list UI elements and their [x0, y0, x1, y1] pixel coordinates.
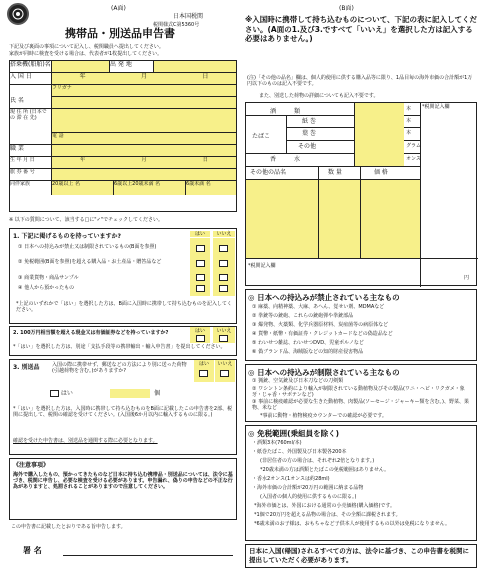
- tobacco-label: たばこ: [252, 133, 271, 140]
- departure-field[interactable]: [154, 61, 236, 73]
- question-3-block: [9, 359, 237, 455]
- liquor-qty-field[interactable]: [354, 103, 404, 115]
- no-header: いいえ: [213, 231, 235, 237]
- prohibited-title: ◎ 日本への持込みが禁止されている主なもの: [248, 293, 400, 302]
- question-1: 1. 下記に掲げるものを持っていますか?: [13, 233, 122, 240]
- q1-item-3-no-checkbox[interactable]: [219, 274, 228, 281]
- duty-item-9: *1個で20万円を超える品物の場合は、その全額に課税されます。: [254, 512, 401, 518]
- prohibited-item-1: ① 麻薬、向精神薬、大麻、あへん、覚せい剤、MDMAなど: [252, 304, 385, 310]
- passport-field[interactable]: [52, 169, 236, 181]
- q1-item-2: ② 免税範囲(B面を参照)を超える購入品・お土産品・贈答品など: [18, 259, 162, 265]
- other-tobacco-qty-field[interactable]: [354, 140, 404, 153]
- customs-emblem-icon: [7, 3, 29, 25]
- prohibited-block: [245, 289, 477, 361]
- prohibited-item-3: ③ 爆発物、火薬類、化学兵器原材料、炭疽菌等の病原体など: [252, 322, 389, 328]
- q3-note-2: 確認を受けた申告書は、別送品を通関する際に必要となります。: [13, 438, 158, 444]
- q3-no-label: いいえ: [217, 361, 233, 367]
- furigana-field[interactable]: フリガナ: [52, 85, 236, 97]
- prohibited-item-4: ④ 貨幣・紙幣・有価証券・クレジットカードなどの偽造品など: [252, 331, 393, 337]
- family-label: 同伴家族: [10, 181, 52, 195]
- official-column-header: *税関記入欄: [422, 104, 450, 110]
- q3-no-checkbox[interactable]: [220, 370, 229, 377]
- name-field[interactable]: [52, 97, 236, 109]
- flight-field[interactable]: [52, 61, 110, 73]
- notice-block: [9, 458, 237, 520]
- q2-no-checkbox[interactable]: [219, 335, 228, 342]
- q1-item-3: ③ 商業貨物・商品サンプル: [18, 275, 79, 281]
- address-field[interactable]: [52, 109, 236, 133]
- phone-field[interactable]: 電 話: [52, 133, 236, 145]
- goods-table: [245, 102, 477, 286]
- side-a-label: (A面): [111, 5, 126, 12]
- q1-item-4-yes-checkbox[interactable]: [196, 285, 205, 292]
- yen-unit: 円: [464, 275, 470, 281]
- cigarettes-unit: 本: [406, 118, 412, 124]
- job-label: 職 業: [10, 145, 52, 157]
- q2-note: *「はい」を選択した方は、別途「支払手段等の携帯輸出・輸入申告書」を提出してください。: [13, 344, 226, 350]
- restricted-title: ◎ 日本への持込みが制限されている主なもの: [248, 368, 400, 377]
- entry-date-field[interactable]: 年 月 日: [52, 73, 236, 85]
- q1-item-4: ④ 他人から預かったもの: [18, 285, 75, 291]
- check-note: ※ 以下の質問について、該当する□に"✓"でチェックしてください。: [9, 217, 163, 223]
- question-2-block: [9, 326, 237, 356]
- yes-header: はい: [190, 231, 210, 237]
- footer-notice: 日本に入国(帰国)されるすべての方は、法令に基づき、この申告書を税関に提出していただく必要があります。: [245, 544, 477, 568]
- duty-item-1: ・酒類3本(760ml/本): [252, 440, 302, 446]
- q3-yes-checkbox[interactable]: [199, 370, 208, 377]
- birth-field[interactable]: 年 月 日: [52, 157, 236, 169]
- quantity-header: 数 量: [328, 169, 342, 176]
- q1-item-2-yes-checkbox[interactable]: [196, 260, 205, 267]
- price-header: 価 格: [374, 169, 388, 176]
- q3-yes-label: はい: [198, 361, 209, 367]
- intro-2: 家族が同時に検査を受ける場合は、代表者が1枚提出してください。: [9, 51, 163, 57]
- prohibited-item-6: ⑥ 偽ブランド品、海賊版などの知的財産侵害物品: [252, 349, 364, 355]
- question-3: 3. 別送品: [13, 364, 40, 371]
- address-label: 現 住 所 (日本での 滞 在 先): [10, 109, 52, 145]
- perfume-qty-field[interactable]: [354, 153, 404, 166]
- duty-free-block: [245, 425, 477, 541]
- departure-label: 出 発 地: [110, 61, 154, 73]
- q1-item-3-yes-checkbox[interactable]: [196, 274, 205, 281]
- cigarettes-label: 紙 巻: [302, 118, 316, 125]
- other-tobacco-label: その他: [298, 143, 317, 150]
- signature-label: 署 名: [23, 546, 42, 555]
- traveler-info-form: [9, 60, 237, 212]
- q1-note: *上記のいずれかで「はい」を選択した方は、B面に入国時に携帯して持ち込むものを記入してください。: [16, 301, 232, 313]
- q1-item-4-no-checkbox[interactable]: [219, 285, 228, 292]
- side-b: [243, 3, 479, 568]
- entry-label: 入 国 日: [10, 73, 52, 85]
- q2-yes-checkbox[interactable]: [196, 335, 205, 342]
- restricted-item-1: ① 猟銃、空気銃及び日本刀などの刀剣類: [252, 378, 344, 384]
- restricted-item-3: ③ 事前に検疫確認が必要な生きた動植物、肉製品(ソーセージ・ジャーキー類を含む。)、野菜、果物、米など: [252, 399, 469, 411]
- other-items-input-area[interactable]: [246, 180, 420, 258]
- side-b-note-1: (注)「その他の品名」欄は、個人的使用に供する購入品等に限り、1品目毎の海外市価の合計額が1万円以下のものは記入不要です。: [247, 75, 473, 87]
- question-1-block: [9, 228, 237, 324]
- q3-description: 入国の際に携帯せず、郵送などの方法により別に送った荷物(引越荷物を含む。)がありますか?: [52, 362, 187, 374]
- duty-item-3: (非居住者の方の場合は、それぞれ2倍となります。): [260, 458, 375, 464]
- perfume-label: 香 水: [270, 156, 301, 163]
- prohibited-item-2: ② 拳銃等の銃砲、これらの銃砲弾や拳銃部品: [252, 313, 354, 319]
- passport-label: 旅 券 番 号: [10, 169, 52, 181]
- official-input-label: *税関記入欄: [248, 263, 276, 269]
- liquor-unit: 本: [406, 106, 412, 112]
- family-adults[interactable]: 20歳以上 名: [52, 181, 114, 195]
- page-title: 携帯品・別送品申告書: [65, 27, 175, 40]
- name-label: 氏 名: [10, 97, 52, 109]
- declaration-text: この申告書に記載したとおりである旨申告します。: [11, 524, 126, 530]
- cigarettes-qty-field[interactable]: [354, 115, 404, 127]
- family-children[interactable]: 6歳以上20歳未満 名: [114, 181, 186, 195]
- question-2: 2. 100万円相当額を超える現金又は有価証券などを持っていますか?: [13, 330, 169, 336]
- family-infants[interactable]: 6歳未満 名: [186, 181, 236, 195]
- duty-item-8: *海外市価とは、外国における通常の小売価格(購入価格)です。: [254, 503, 396, 509]
- prohibited-item-5: ⑤ わいせつ雑誌、わいせつDVD、児童ポルノなど: [252, 340, 364, 346]
- side-b-note-2: また、別送した荷物の詳細についても記入不要です。: [259, 93, 379, 99]
- restricted-item-2: ② ワシントン条約により輸入が制限されている動植物及びその製品(ワニ・ヘビ・リクガメ・象牙・じゃ香・サボテンなど): [252, 386, 465, 398]
- duty-item-2: ・紙巻たばこ、外国製及び日本製各200本: [252, 449, 347, 455]
- form-number: 税関様式C第5360号: [153, 22, 200, 28]
- duty-item-6: ・海外市価の合計額が20万円の範囲に納まる品物: [252, 485, 364, 491]
- q3-count-unit: 個: [154, 390, 161, 397]
- cigars-unit: 本: [406, 130, 412, 136]
- job-field[interactable]: [52, 145, 236, 157]
- q3-note-1: *「はい」を選択した方は、入国時に携帯して持ち込むものをB面に記載したこの申告書を2部、税関に提出して、税関の確認を受けてください。(入国後6か月以内に輸入するものに限る。): [13, 406, 233, 418]
- q2-yes-label: はい: [194, 328, 205, 334]
- q3-count-field[interactable]: [110, 389, 150, 398]
- duty-item-7: (入国者の個人的使用に供するものに限る。): [260, 494, 357, 500]
- q1-item-1-no-checkbox[interactable]: [219, 245, 228, 252]
- birth-label: 生 年 月 日: [10, 157, 52, 169]
- restricted-item-4: *事前に動物・植物検疫カウンターでの確認が必要です。: [260, 413, 387, 419]
- side-b-label: (B面): [339, 5, 354, 12]
- q2-no-label: いいえ: [216, 328, 232, 334]
- org-name: 日本国税関: [173, 13, 204, 20]
- perfume-unit: オンス: [406, 156, 421, 162]
- notice-title: 《注意事項》: [13, 462, 50, 469]
- duty-item-4: *20歳未満の方は酒類とたばこの免税範囲はありません。: [260, 467, 390, 473]
- notice-body: 海外で購入したもの、預かってきたものなど日本に持ち込む携帯品・別送品については、法令に基づき、税関に申告し、必要な検査を受ける必要があります。申告漏れ、偽りの申告などの不正な行為がありますと、処罰されることがありますので注意してください。: [13, 472, 233, 490]
- cigars-qty-field[interactable]: [354, 127, 404, 140]
- restricted-block: [245, 364, 477, 422]
- flight-label: 搭乗機(船舶)名: [10, 61, 52, 73]
- duty-item-5: ・香水2オンス(1オンスは約28ml): [252, 476, 330, 482]
- duty-free-title: ◎ 免税範囲(乗組員を除く): [248, 429, 340, 438]
- side-b-title: ※入国時に携帯して持ち込むものについて、下記の表に記入してください。(A面の1.及び3.ですべて「いいえ」を選択した方は記入する必要はありません。): [245, 15, 477, 43]
- other-items-header: その他の品名: [250, 169, 287, 176]
- side-a: [3, 3, 239, 568]
- q1-item-1: ① 日本への持込みが禁止又は制限されているもの(B面を参照): [18, 244, 157, 250]
- duty-item-10: *6歳未満のお子様は、おもちゃなど子供本人が使用するもの以外は免税になりません。: [254, 521, 450, 527]
- signature-field[interactable]: [63, 555, 233, 556]
- liquor-label: 酒 類: [270, 108, 301, 115]
- cigars-label: 葉 巻: [302, 130, 316, 137]
- intro-1: 下記及び裏面の事項について記入し、税関職員へ提出してください。: [9, 44, 164, 50]
- q1-item-2-no-checkbox[interactable]: [219, 260, 228, 267]
- q1-item-1-yes-checkbox[interactable]: [196, 245, 205, 252]
- other-tobacco-unit: グラム: [406, 143, 421, 149]
- q3-yes-text: はい: [50, 390, 73, 397]
